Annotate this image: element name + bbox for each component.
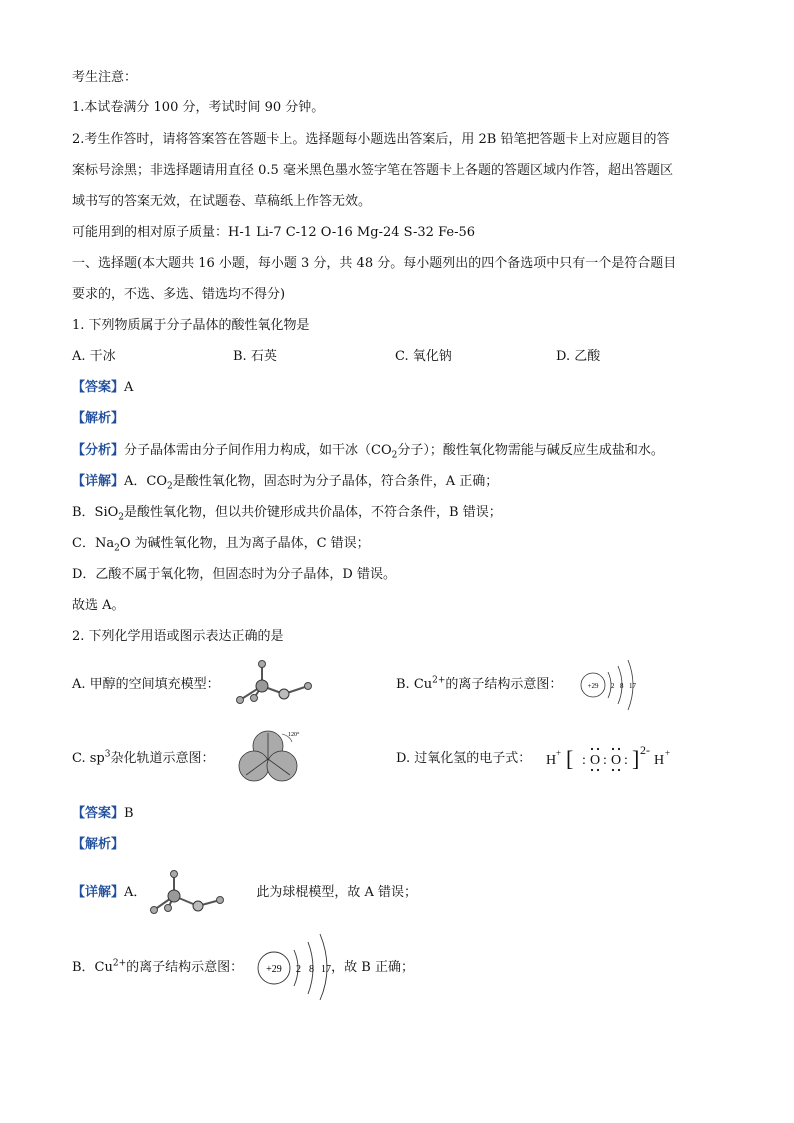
detail-a-text-1: A．CO xyxy=(124,474,168,489)
notice-rule-2c: 域书写的答案无效，在试题卷、草稿纸上作答无效。 xyxy=(72,194,372,209)
detail-tag: 【详解】 xyxy=(72,885,125,900)
answer-tag: 【答案】 xyxy=(72,806,125,821)
q1-option-a: A. 干冰 xyxy=(72,349,116,364)
svg-text:H: H xyxy=(654,753,665,768)
q2-answer: B xyxy=(124,806,134,821)
svg-text::: : xyxy=(582,753,586,768)
h2o2-electron-formula xyxy=(544,740,684,776)
q2-answer-line xyxy=(72,804,134,824)
section-title-cont: 要求的，不选、多选、错选均不得分) xyxy=(72,287,286,302)
svg-text::: : xyxy=(624,753,628,768)
q1-analysis-line xyxy=(72,409,124,429)
sp3-orbital-figure xyxy=(232,728,312,784)
detail-b-text-2: 是酸性氧化物，但以共价键形成共价晶体，不符合条件，B 错误； xyxy=(124,505,502,520)
superscript: 2+ xyxy=(112,958,127,969)
svg-text:]: ] xyxy=(632,746,640,771)
fenxi-text-1: 分子晶体需由分子间作用力构成，如干冰（CO xyxy=(124,443,392,458)
q2-analysis-line xyxy=(72,835,124,855)
detail-a-text: 此为球棍模型，故 A 错误； xyxy=(256,885,418,900)
q1-detail-c xyxy=(72,534,370,554)
detail-b-text: 的离子结构示意图： xyxy=(126,960,244,975)
nucleus-label: +29 xyxy=(587,682,599,690)
superscript: 2+ xyxy=(432,675,446,686)
subscript: 2 xyxy=(167,481,173,492)
answer-tag: 【答案】 xyxy=(72,380,125,395)
analysis-tag: 【解析】 xyxy=(72,837,125,852)
notice-rule-2b: 案标号涂黑；非选择题请用直径 0.5 毫米黑色墨水签字笔在答题卡上各题的答题区域内作答，超出答题区 xyxy=(72,163,673,178)
q1-detail-d: D．乙酸不属于氧化物，但固态时为分子晶体，D 错误。 xyxy=(72,567,396,582)
nucleus-label: +29 xyxy=(266,964,282,975)
subscript: 2 xyxy=(118,512,125,523)
option-b-label: B. Cu xyxy=(396,677,433,692)
svg-text::: : xyxy=(603,753,607,768)
detail-c-text-1: C．Na xyxy=(72,536,115,551)
cu-ion-structure-figure-large xyxy=(254,934,344,1000)
detail-a-label: A． xyxy=(124,885,147,900)
shell-1-count: 2 xyxy=(611,682,615,690)
ball-stick-model-figure xyxy=(148,868,248,918)
subscript: 2 xyxy=(391,450,398,461)
svg-text:2-: 2- xyxy=(640,743,650,757)
detail-b-text-1: B．SiO xyxy=(72,505,119,520)
svg-text:O: O xyxy=(611,753,622,768)
shell-2-count: 8 xyxy=(309,964,314,975)
option-b-text: 的离子结构示意图： xyxy=(445,677,563,692)
superscript: 3 xyxy=(104,749,111,760)
option-c-label: C. sp xyxy=(72,751,105,766)
atomic-masses: 可能用到的相对原子质量：H-1 Li-7 C-12 O-16 Mg-24 S-32 Fe-56 xyxy=(72,225,476,240)
detail-a-text-2: 是酸性氧化物，固态时为分子晶体，符合条件，A 正确； xyxy=(172,474,499,489)
q1-fenxi xyxy=(72,441,664,461)
analysis-tag: 【解析】 xyxy=(72,411,125,426)
notice-rule-1: 1.本试卷满分 100 分，考试时间 90 分钟。 xyxy=(72,100,325,115)
methanol-model-figure xyxy=(232,658,322,708)
q2-stem: 2. 下列化学用语或图示表达正确的是 xyxy=(72,629,284,644)
svg-text:H: H xyxy=(546,753,557,768)
notice-rule-2a: 2.考生作答时，请将答案答在答题卡上。选择题每小题选出答案后，用 2B 铅笔把答题卡上对应题目的答 xyxy=(72,132,670,147)
svg-text:[: [ xyxy=(566,746,574,771)
option-c-text: 杂化轨道示意图： xyxy=(110,751,215,766)
shell-3-count: 17 xyxy=(321,964,331,975)
q1-stem: 1. 下列物质属于分子晶体的酸性氧化物是 xyxy=(72,318,310,333)
shell-3-count: 17 xyxy=(629,682,636,690)
q1-answer: A xyxy=(124,380,134,395)
detail-b-label: B．Cu xyxy=(72,960,113,975)
shell-2-count: 8 xyxy=(620,682,624,690)
detail-c-text-2: O 为碱性氧化物，且为离子晶体，C 错误； xyxy=(119,536,370,551)
fenxi-tag: 【分析】 xyxy=(72,443,125,458)
q2-option-b xyxy=(396,675,562,695)
q1-conclusion: 故选 A。 xyxy=(72,598,125,613)
q1-option-c: C. 氧化钠 xyxy=(395,349,452,364)
svg-text:+: + xyxy=(556,748,562,758)
q2-option-a: A. 甲醇的空间填充模型： xyxy=(72,677,220,692)
q1-option-b: B. 石英 xyxy=(233,349,277,364)
q1-option-d: D. 乙酸 xyxy=(556,349,601,364)
cu-ion-structure-figure xyxy=(578,660,648,710)
section-title: 一、选择题(本大题共 16 小题，每小题 3 分，共 48 分。每小题列出的四个备选项中只有一个是符合题目 xyxy=(72,256,677,271)
angle-label: 120° xyxy=(288,732,300,738)
svg-text:+: + xyxy=(665,748,671,758)
q1-detail-a xyxy=(72,472,498,492)
q1-detail-b xyxy=(72,503,502,523)
notice-heading: 考生注意： xyxy=(72,70,138,85)
svg-text:O: O xyxy=(590,753,601,768)
q2-detail-b xyxy=(72,958,414,978)
shell-1-count: 2 xyxy=(296,964,301,975)
fenxi-text-2: 分子）；酸性氧化物需能与碱反应生成盐和水。 xyxy=(397,443,664,458)
detail-tag: 【详解】 xyxy=(72,474,125,489)
q2-option-d: D. 过氧化氢的电子式： xyxy=(396,751,532,766)
q1-answer-line xyxy=(72,378,133,398)
q2-option-c xyxy=(72,749,215,769)
detail-b-conclusion: ，故 B 正确； xyxy=(331,960,414,975)
subscript: 2 xyxy=(114,543,120,554)
